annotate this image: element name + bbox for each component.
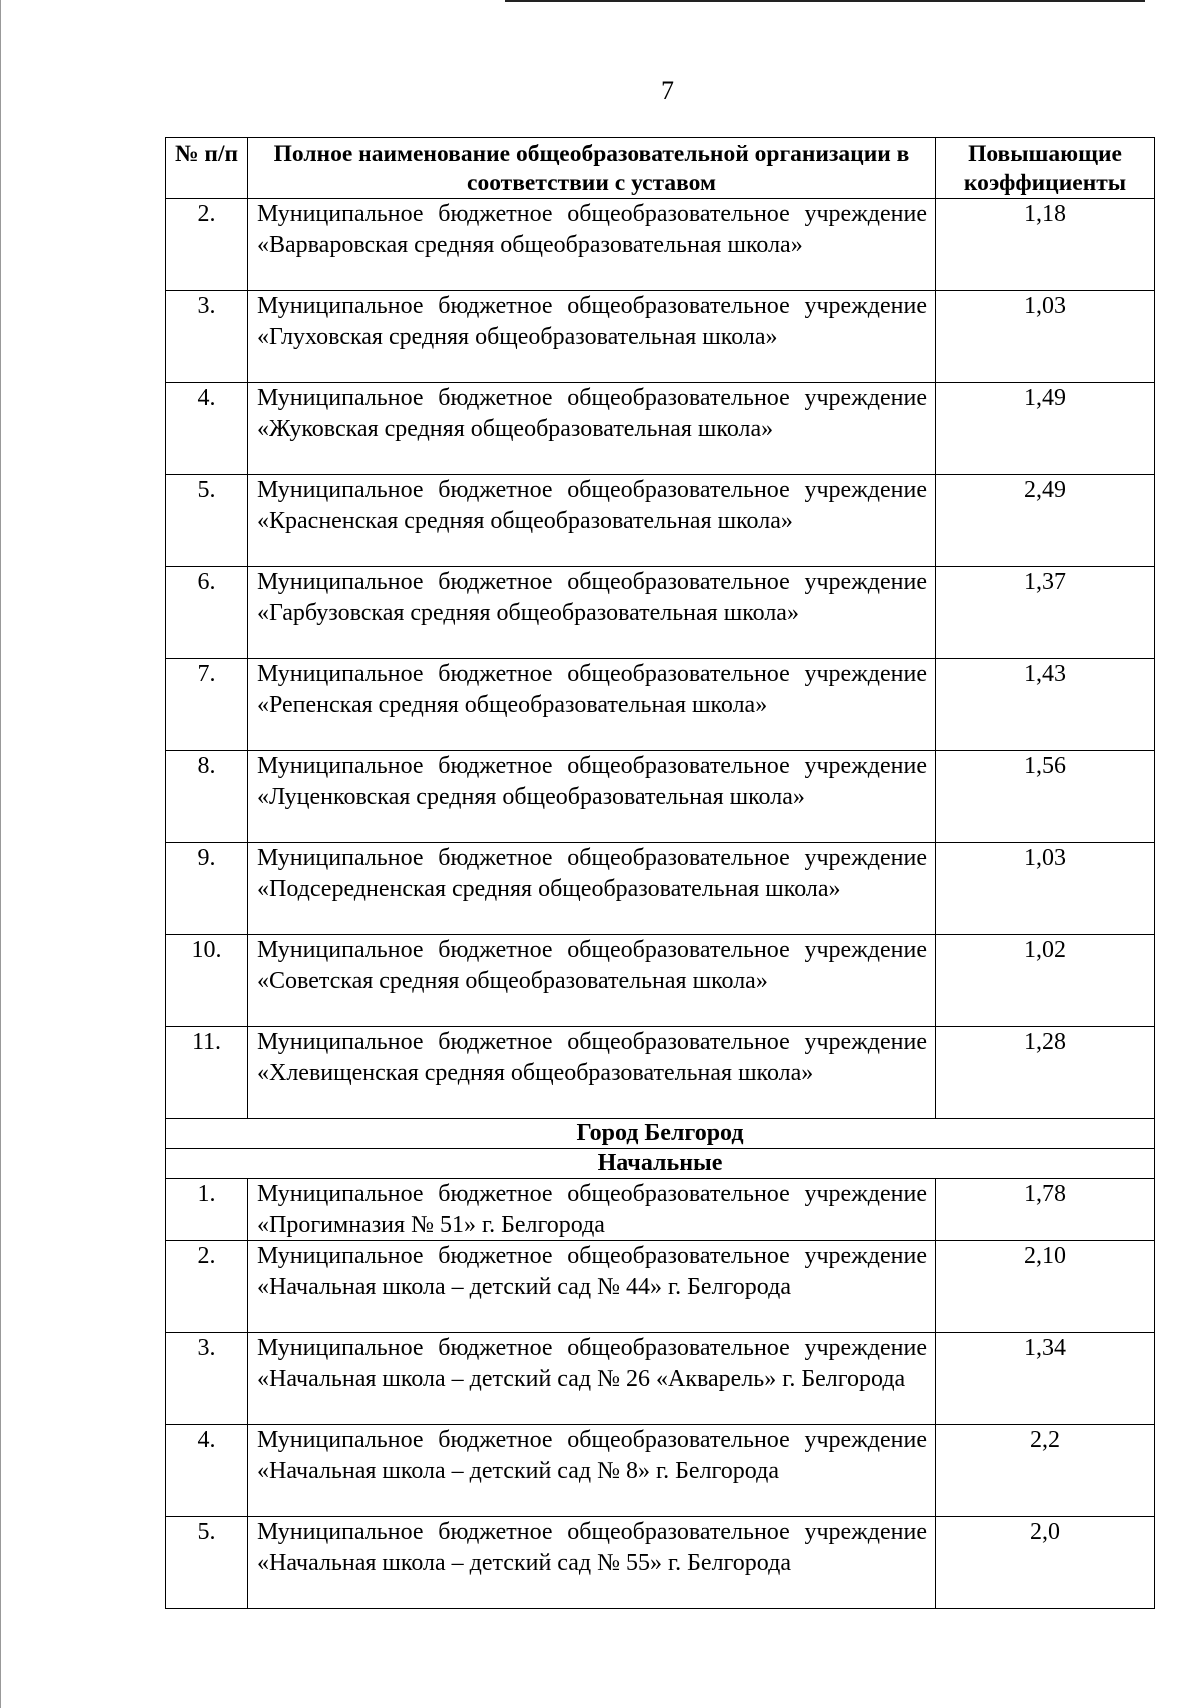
row-number: 4. [166, 1425, 248, 1517]
table-row [166, 843, 1155, 935]
row-number: 5. [166, 475, 248, 567]
coefficient-value: 1,78 [936, 1179, 1155, 1241]
table-row [166, 291, 1155, 383]
coefficient-value: 1,02 [936, 935, 1155, 1027]
header-num: № п/п [166, 138, 248, 199]
organization-name: Муниципальное бюджетное общеобразовательное учреждение «Хлевищенская средняя общеобразовательная школа» [248, 1027, 936, 1119]
table-row [166, 751, 1155, 843]
table-row [166, 1425, 1155, 1517]
organization-name: Муниципальное бюджетное общеобразовательное учреждение «Советская средняя общеобразовательная школа» [248, 935, 936, 1027]
row-number: 8. [166, 751, 248, 843]
section-row-city [166, 1119, 1155, 1149]
organization-name: Муниципальное бюджетное общеобразовательное учреждение «Репенская средняя общеобразовательная школа» [248, 659, 936, 751]
organization-name: Муниципальное бюджетное общеобразовательное учреждение «Гарбузовская средняя общеобразовательная школа» [248, 567, 936, 659]
page-number: 7 [661, 76, 674, 105]
header-name: Полное наименование общеобразовательной организации в соответствии с уставом [248, 138, 936, 199]
organization-name: Муниципальное бюджетное общеобразовательное учреждение «Начальная школа – детский сад № 55» г. Белгорода [248, 1517, 936, 1609]
row-number: 2. [166, 1241, 248, 1333]
row-number: 9. [166, 843, 248, 935]
table-row [166, 1333, 1155, 1425]
row-number: 11. [166, 1027, 248, 1119]
organization-name: Муниципальное бюджетное общеобразовательное учреждение «Луценковская средняя общеобразовательная школа» [248, 751, 936, 843]
section-type-title: Начальные [166, 1149, 1155, 1179]
organization-name: Муниципальное бюджетное общеобразовательное учреждение «Начальная школа – детский сад № 26 «Акварель» г. Белгорода [248, 1333, 936, 1425]
coefficient-value: 2,10 [936, 1241, 1155, 1333]
organization-name: Муниципальное бюджетное общеобразовательное учреждение «Начальная школа – детский сад № 44» г. Белгорода [248, 1241, 936, 1333]
row-number: 5. [166, 1517, 248, 1609]
section-row-type [166, 1149, 1155, 1179]
coefficient-value: 1,37 [936, 567, 1155, 659]
organization-name: Муниципальное бюджетное общеобразовательное учреждение «Глуховская средняя общеобразовательная школа» [248, 291, 936, 383]
coefficient-value: 1,34 [936, 1333, 1155, 1425]
coefficient-value: 1,28 [936, 1027, 1155, 1119]
table-row [166, 935, 1155, 1027]
row-number: 1. [166, 1179, 248, 1241]
coefficient-value: 1,43 [936, 659, 1155, 751]
table-row [166, 199, 1155, 291]
row-number: 4. [166, 383, 248, 475]
table-row [166, 383, 1155, 475]
organization-name: Муниципальное бюджетное общеобразовательное учреждение «Красненская средняя общеобразовательная школа» [248, 475, 936, 567]
coefficient-value: 1,18 [936, 199, 1155, 291]
header-coef: Повышающие коэффициенты [936, 138, 1155, 199]
table-row [166, 567, 1155, 659]
organization-name: Муниципальное бюджетное общеобразовательное учреждение «Подсередненская средняя общеобразовательная школа» [248, 843, 936, 935]
section-city-title: Город Белгород [166, 1119, 1155, 1149]
table-row [166, 1179, 1155, 1241]
coefficients-table [165, 137, 1155, 1609]
row-number: 7. [166, 659, 248, 751]
table-row [166, 659, 1155, 751]
top-rule [505, 0, 1145, 2]
table-row [166, 1241, 1155, 1333]
table-row [166, 1517, 1155, 1609]
row-number: 6. [166, 567, 248, 659]
organization-name: Муниципальное бюджетное общеобразовательное учреждение «Варваровская средняя общеобразовательная школа» [248, 199, 936, 291]
coefficient-value: 2,0 [936, 1517, 1155, 1609]
coefficient-value: 2,2 [936, 1425, 1155, 1517]
row-number: 2. [166, 199, 248, 291]
organization-name: Муниципальное бюджетное общеобразовательное учреждение «Жуковская средняя общеобразовательная школа» [248, 383, 936, 475]
row-number: 3. [166, 1333, 248, 1425]
table-row [166, 475, 1155, 567]
organization-name: Муниципальное бюджетное общеобразовательное учреждение «Начальная школа – детский сад № 8» г. Белгорода [248, 1425, 936, 1517]
left-edge-rule [0, 0, 1, 1708]
table-row [166, 1027, 1155, 1119]
coefficient-value: 2,49 [936, 475, 1155, 567]
coefficient-value: 1,49 [936, 383, 1155, 475]
row-number: 3. [166, 291, 248, 383]
row-number: 10. [166, 935, 248, 1027]
coefficient-value: 1,03 [936, 843, 1155, 935]
coefficient-value: 1,56 [936, 751, 1155, 843]
organization-name: Муниципальное бюджетное общеобразовательное учреждение «Прогимназия № 51» г. Белгорода [248, 1179, 936, 1241]
table-header-row [166, 138, 1155, 199]
coefficient-value: 1,03 [936, 291, 1155, 383]
